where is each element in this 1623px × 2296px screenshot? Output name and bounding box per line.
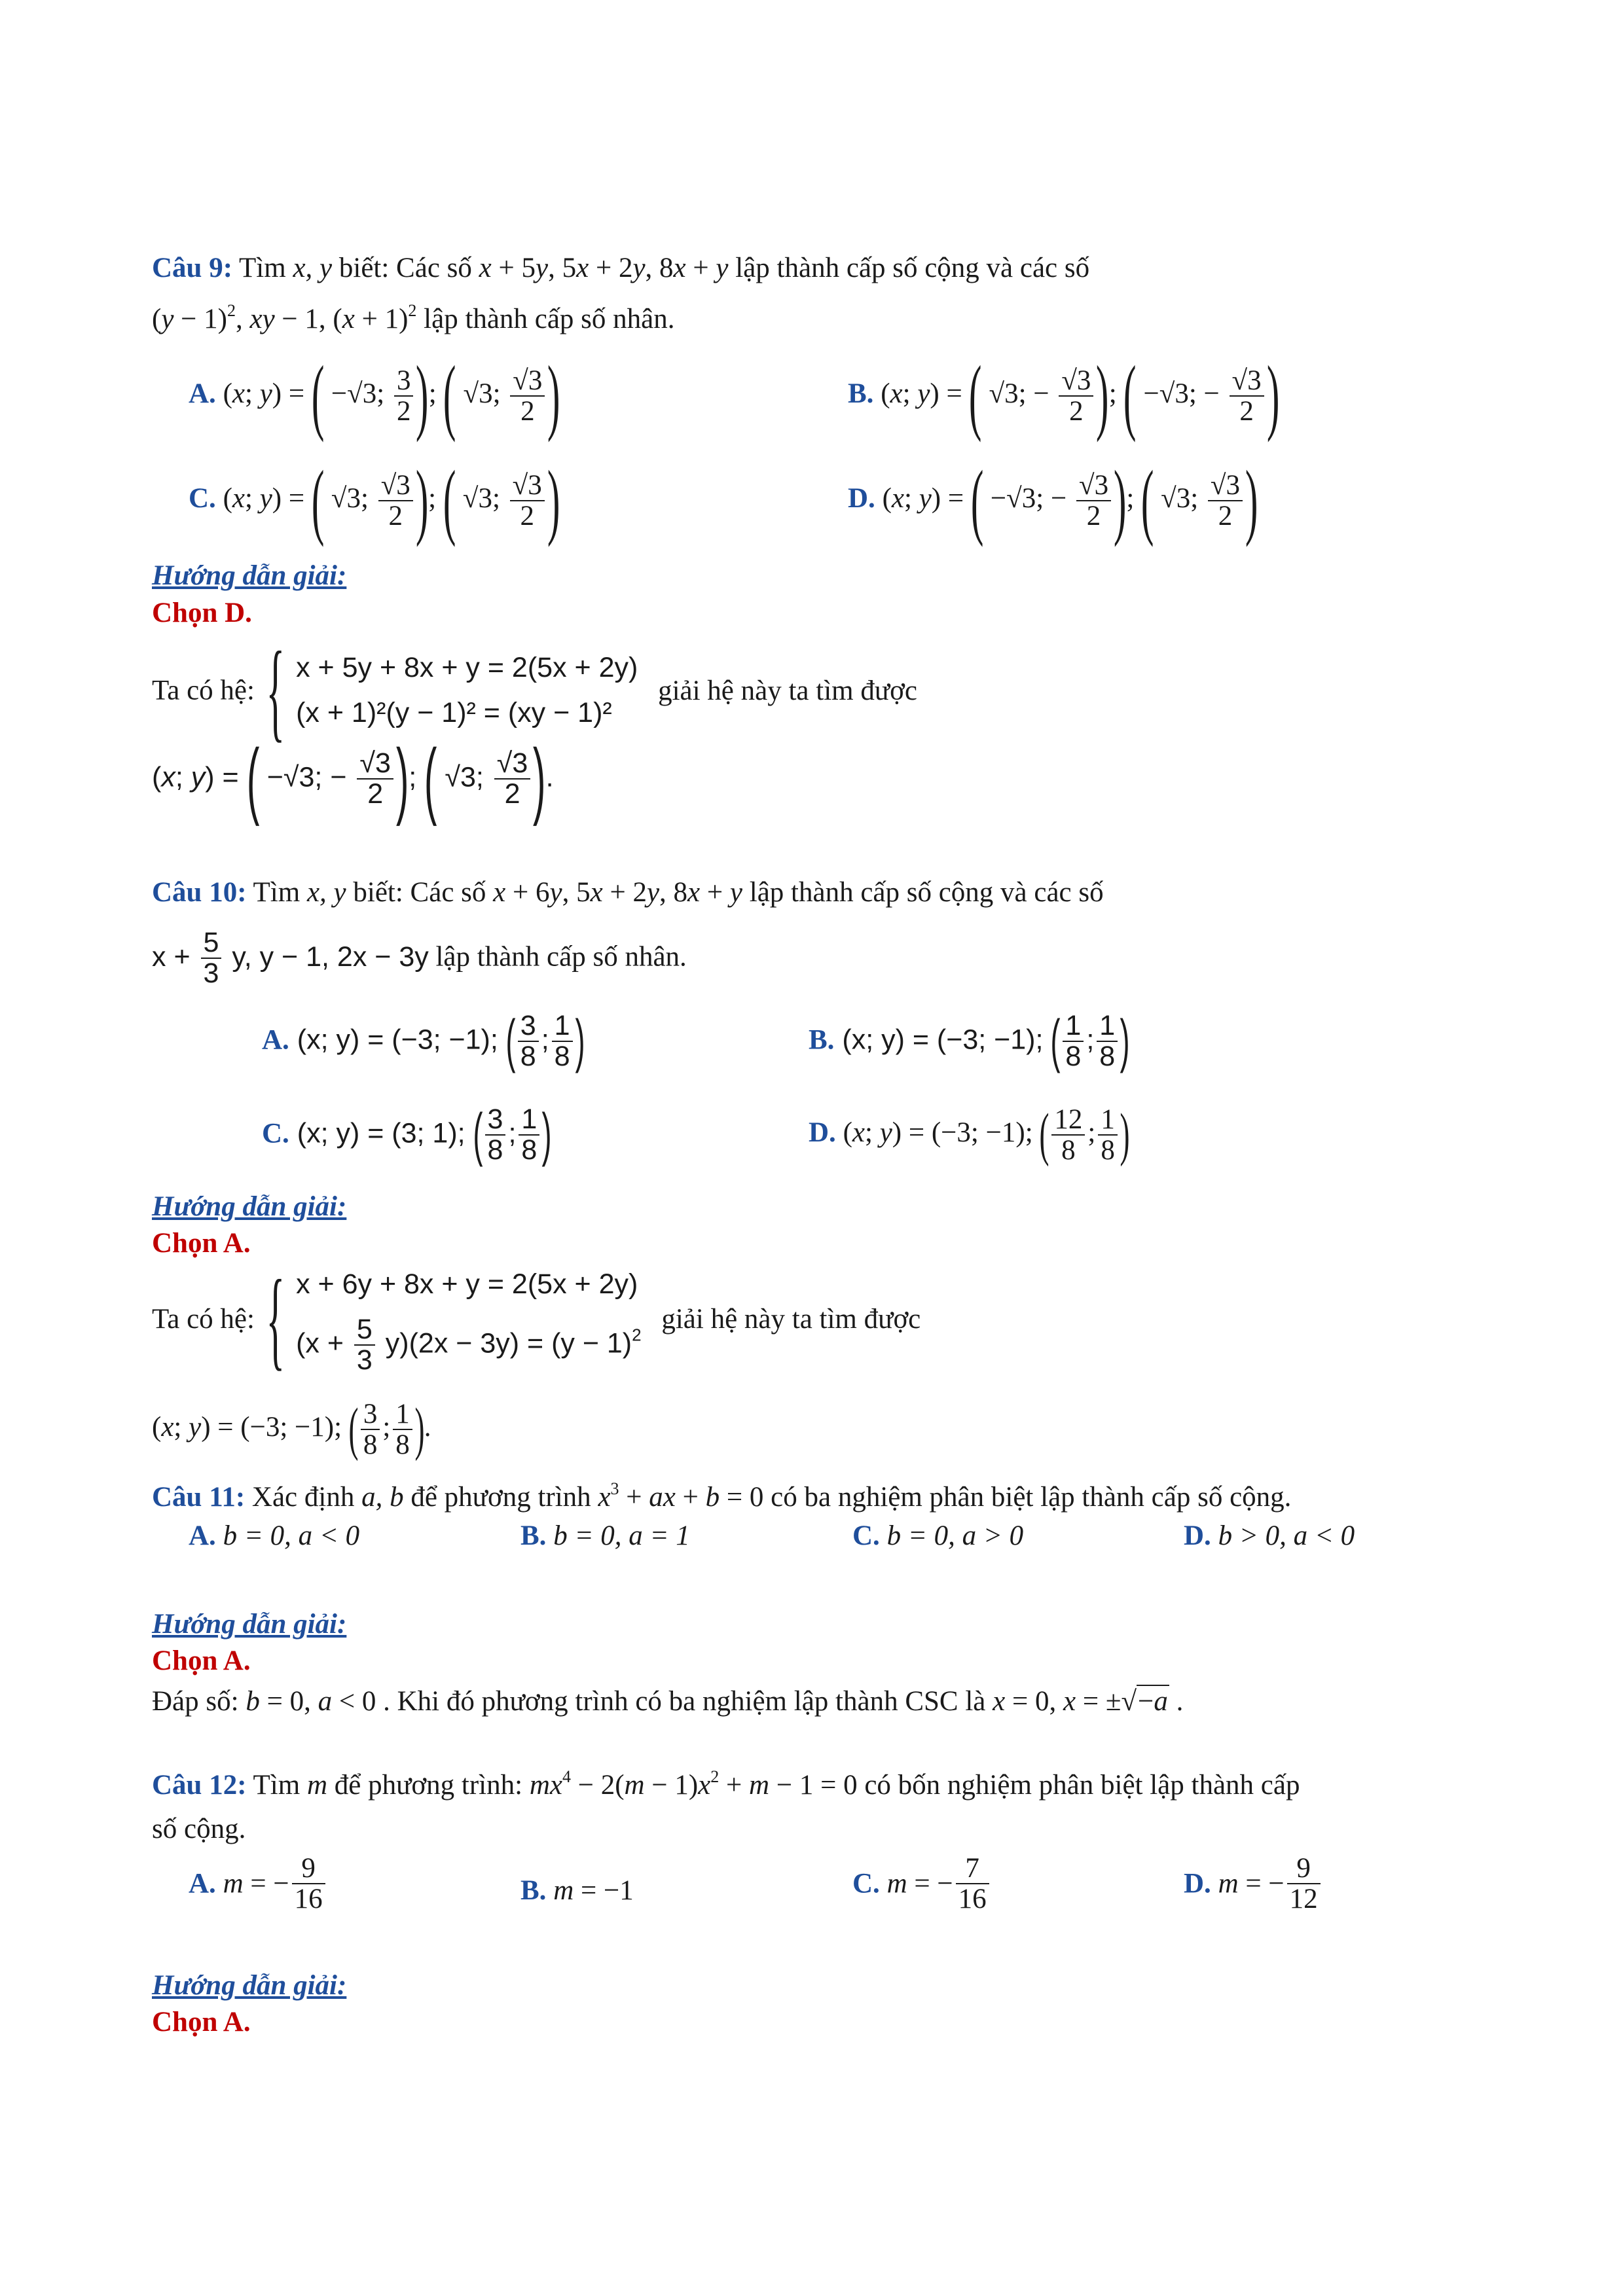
option-a[interactable]: A. b = 0, a < 0 (189, 1520, 360, 1551)
guide-heading: Hướng dẫn giải: (152, 1609, 347, 1640)
option-c[interactable]: C. m = − $\frac{7}{16}$ (852, 1854, 992, 1914)
choose-answer: Chọn A. (152, 1228, 251, 1259)
question-9 (152, 254, 1089, 282)
option-b[interactable]: B. m = −1 (520, 1875, 634, 1906)
brace-icon: { (266, 629, 285, 752)
option-d[interactable]: D. (x; y) = (−3; −1); ( $\frac{12}{8}$ ; $\frac{1}{8}$ ) (809, 1102, 1130, 1168)
option-c[interactable]: C. (x; y) = ( √3; $\frac{√3}{2}$ ); ( √3; $\frac{√3}{2}$ ) (189, 454, 560, 548)
solution-result: (x; y) = ( −√3; − $\frac{√3}{2}$ ); ( √3; $\frac{√3}{2}$ ). (152, 731, 554, 827)
guide-heading: Hướng dẫn giải: (152, 1970, 347, 2001)
question-text: Tìm x, y biết: Các số x + 6y, 5x + 2y, 8x + y lập thành cấp số cộng và các số (253, 877, 1104, 908)
solution-system: Ta có hệ: { x + 6y + 8x + y = 2(5x + 2y) (x + $\frac{5}{3}$ $y)(2x - 3y) = (y - 1)^2$ giải hệ này ta tìm được (152, 1257, 921, 1381)
question-label: Câu 9: (152, 253, 233, 283)
question-10-line2: x + $\frac{5}{3}$ y, y − 1, 2x − 3y lập thành cấp số nhân. (152, 927, 687, 990)
question-11 (152, 1480, 1291, 1511)
solution-system: Ta có hệ: { x + 5y + 8x + y = 2(5x + 2y) (x + 1)²(y − 1)² = (xy − 1)² giải hệ này ta tìm được (152, 629, 917, 752)
option-c[interactable]: C. (x; y) = (3; 1); ( $\frac{3}{8}$ ; $\frac{1}{8}$ ) (262, 1102, 552, 1168)
option-d[interactable]: D. m = − $\frac{9}{12}$ (1184, 1854, 1323, 1914)
question-12 (152, 1768, 1300, 1799)
option-d[interactable]: D. (x; y) = ( −√3; − $\frac{√3}{2}$ ); ( √3; $\frac{√3}{2}$ ) (848, 454, 1258, 548)
option-a[interactable]: A. (x; y) = ( −√3; $\frac{3}{2}$ ); ( √3; $\frac{√3}{2}$ ) (189, 349, 560, 443)
question-10 (152, 878, 1104, 906)
answer-text: Đáp số: b = 0, a < 0 . Khi đó phương trình có ba nghiệm lập thành CSC là x = 0, x = ±√−a . (152, 1686, 1184, 1717)
option-b[interactable]: B. b = 0, a = 1 (520, 1520, 690, 1551)
solution-result: (x; y) = (−3; −1); ( $\frac{3}{8}$ ; $\frac{1}{8}$ ). (152, 1397, 431, 1462)
option-b[interactable]: B. (x; y) = (−3; −1); ( $\frac{1}{8}$ ; $\frac{1}{8}$ ) (809, 1009, 1130, 1075)
option-a[interactable]: A. (x; y) = (−3; −1); ( $\frac{3}{8}$ ; $\frac{1}{8}$ ) (262, 1009, 585, 1075)
question-text: Tìm x, y biết: Các số x + 5y, 5x + 2y, 8x + y lập thành cấp số cộng và các số (239, 253, 1090, 283)
option-b[interactable]: B. (x; y) = ( √3; − $\frac{√3}{2}$ ); ( −√3; − $\frac{√3}{2}$ ) (848, 349, 1280, 443)
question-label: Câu 10: (152, 877, 247, 908)
option-c[interactable]: C. b = 0, a > 0 (852, 1520, 1024, 1551)
question-text: Tìm m để phương trình: $mx^4 - 2(m - 1)x^2 + m - 1 = 0$ có bốn nghiệm phân biệt lập thành cấp (253, 1767, 1300, 1801)
choose-answer: Chọn A. (152, 1645, 251, 1676)
option-d[interactable]: D. b > 0, a < 0 (1184, 1520, 1355, 1551)
question-label: Câu 12: (152, 1770, 247, 1801)
question-text: Xác định a, b để phương trình $x^3$ + ax + b = 0 có ba nghiệm phân biệt lập thành cấp số cộng. (251, 1479, 1292, 1513)
choose-answer: Chọn D. (152, 598, 252, 628)
choose-answer: Chọn A. (152, 2007, 251, 2037)
option-a[interactable]: A. m = − $\frac{9}{16}$ (189, 1854, 328, 1914)
question-label: Câu 11: (152, 1482, 246, 1513)
question-9-line2: $(y - 1)^2$, xy − 1, $(x + 1)^2$ lập thành cấp số nhân. (152, 301, 675, 334)
question-12-line2: số cộng. (152, 1814, 246, 1844)
guide-heading: Hướng dẫn giải: (152, 1191, 347, 1222)
brace-icon: { (266, 1257, 285, 1381)
guide-heading: Hướng dẫn giải: (152, 560, 347, 591)
